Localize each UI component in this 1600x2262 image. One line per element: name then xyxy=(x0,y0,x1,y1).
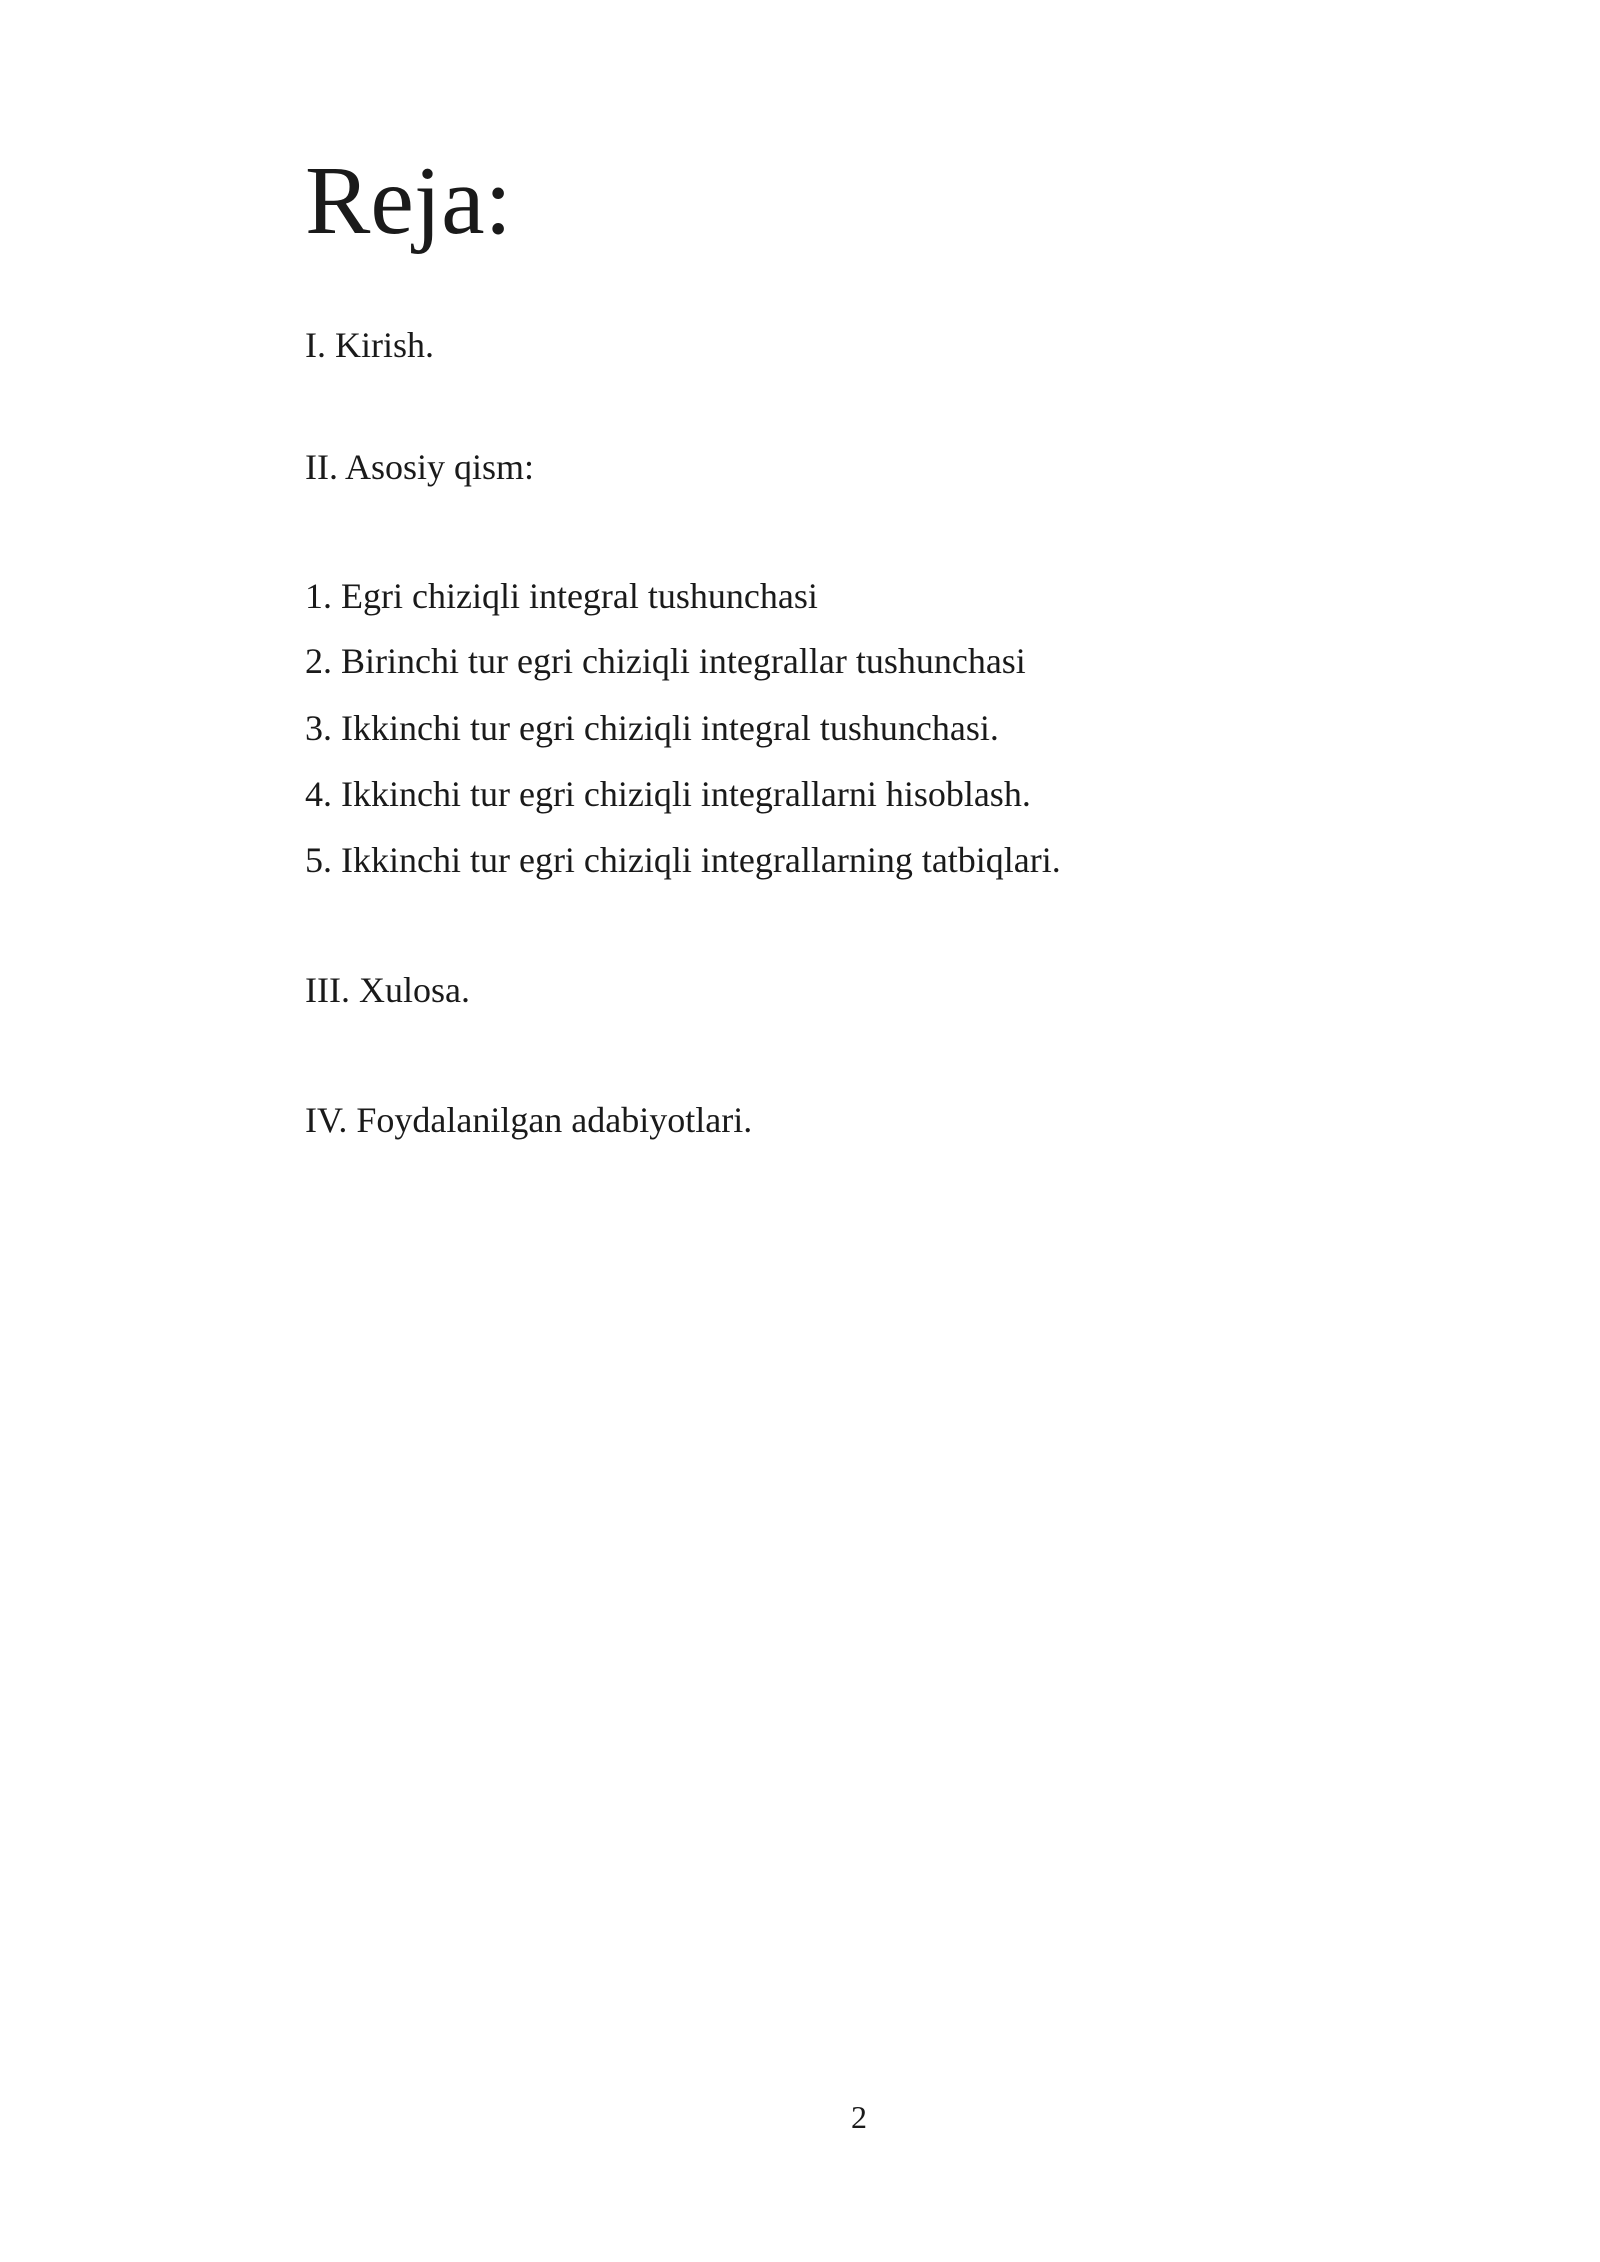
section-main: II. Asosiy qism: xyxy=(305,447,535,487)
list-item: 2. Birinchi tur egri chiziqli integrallar tushunchasi xyxy=(305,641,1026,681)
list-item: 3. Ikkinchi tur egri chiziqli integral tushunchasi. xyxy=(305,708,999,748)
section-conclusion: III. Xulosa. xyxy=(305,970,470,1010)
list-item: 1. Egri chiziqli integral tushunchasi xyxy=(305,576,818,616)
list-item: 4. Ikkinchi tur egri chiziqli integrallarni hisoblash. xyxy=(305,774,1031,814)
section-intro: I. Kirish. xyxy=(305,325,434,365)
page-title: Reja: xyxy=(305,147,512,255)
page-number: 2 xyxy=(851,2099,867,2135)
list-item: 5. Ikkinchi tur egri chiziqli integrallarning tatbiqlari. xyxy=(305,840,1061,880)
section-references: IV. Foydalanilgan adabiyotlari. xyxy=(305,1100,753,1140)
